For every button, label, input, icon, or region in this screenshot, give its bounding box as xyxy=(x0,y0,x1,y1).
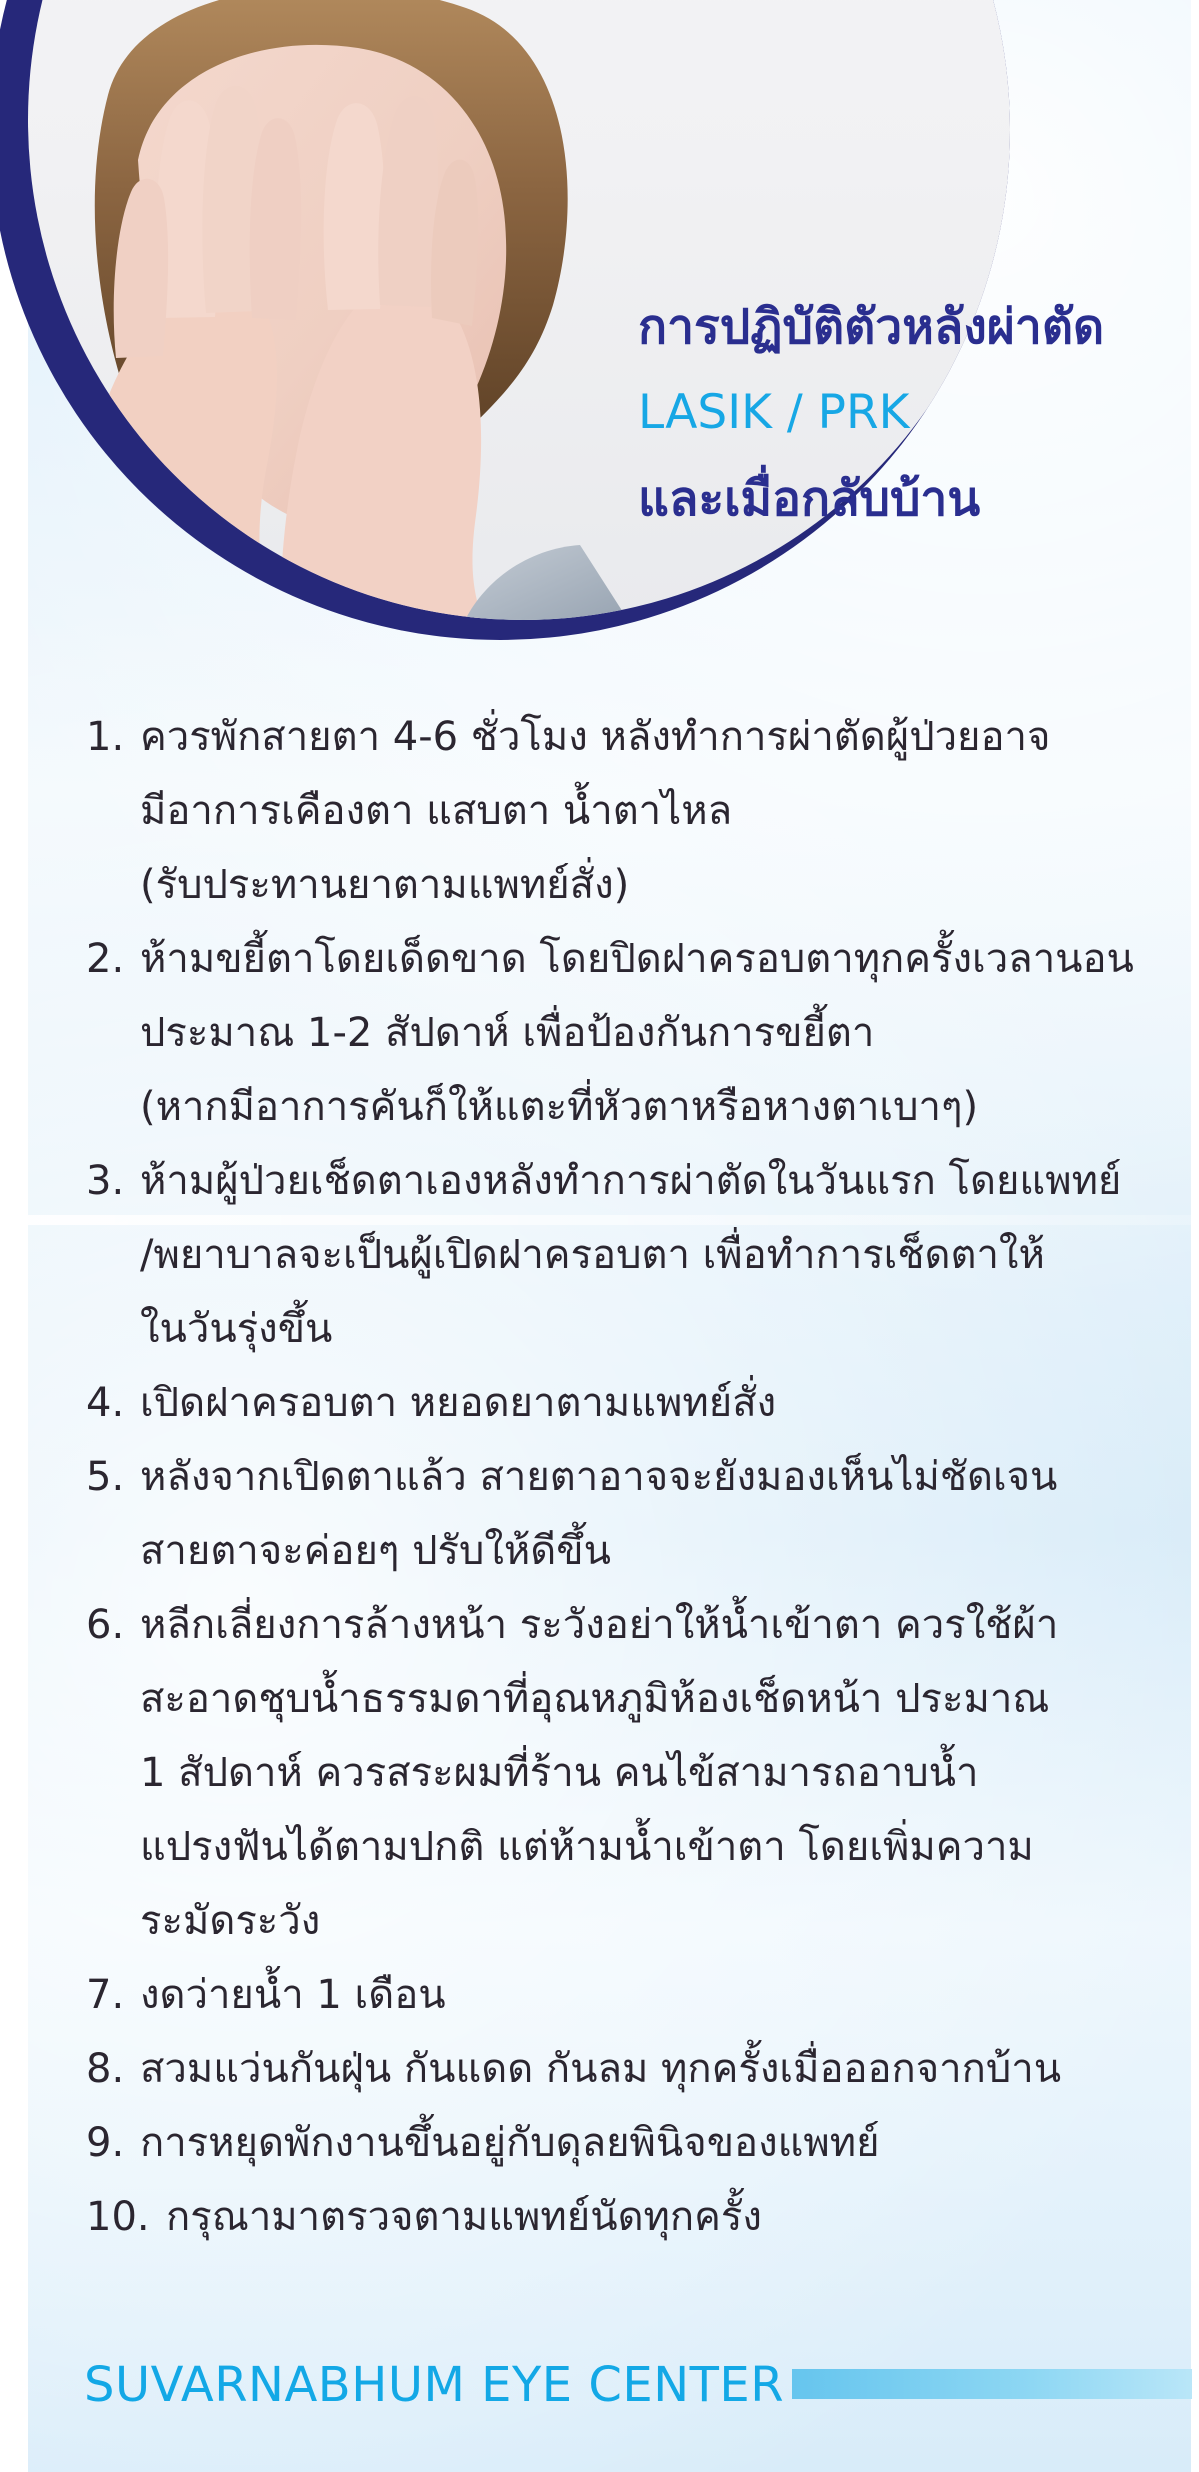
instruction-7-line-1: งดว่ายน้ำ 1 เดือน xyxy=(140,1972,446,2018)
instruction-1-line-1: ควรพักสายตา 4-6 ชั่วโมง หลังทำการผ่าตัดผู้ป่วยอาจ xyxy=(140,714,1051,760)
title-block xyxy=(638,299,1178,527)
instruction-2-line-2: ประมาณ 1-2 สัปดาห์ เพื่อป้องกันการขยี้ตา xyxy=(140,1010,875,1056)
instruction-item-8 xyxy=(86,2032,1172,2106)
title-line-home: และเมื่อกลับบ้าน xyxy=(638,471,981,527)
instruction-6-line-5: ระมัดระวัง xyxy=(140,1898,321,1944)
instruction-number-2: 2. xyxy=(86,936,125,982)
instruction-number-5: 5. xyxy=(86,1454,125,1500)
instruction-item-1 xyxy=(86,700,1172,922)
title-line-thai: การปฏิบัติตัวหลังผ่าตัด xyxy=(638,299,1105,355)
instruction-6-line-2: สะอาดชุบน้ำธรรมดาที่อุณหภูมิห้องเช็ดหน้า ประมาณ xyxy=(140,1676,1050,1722)
instruction-number-10: 10. xyxy=(86,2194,150,2240)
footer xyxy=(84,2357,1184,2427)
instruction-6-line-3: 1 สัปดาห์ ควรสระผมที่ร้าน คนไข้สามารถอาบน้ำ xyxy=(140,1750,979,1796)
instruction-number-1: 1. xyxy=(86,714,125,760)
instruction-number-3: 3. xyxy=(86,1158,125,1204)
right-sleeve xyxy=(465,545,628,620)
title-line-procedure: LASIK / PRK xyxy=(638,385,910,440)
instruction-number-8: 8. xyxy=(86,2046,125,2092)
instruction-item-2 xyxy=(86,922,1172,1144)
post-op-instruction-list xyxy=(86,700,1172,2254)
instruction-item-9 xyxy=(86,2106,1172,2180)
instruction-item-3 xyxy=(86,1144,1172,1366)
left-page-strip xyxy=(0,0,28,2472)
instruction-10-line-1: กรุณามาตรวจตามแพทย์นัดทุกครั้ง xyxy=(166,2194,762,2240)
instruction-number-4: 4. xyxy=(86,1380,125,1426)
instruction-9-line-1: การหยุดพักงานขึ้นอยู่กับดุลยพินิจของแพทย์ xyxy=(140,2120,880,2166)
instruction-item-5 xyxy=(86,1440,1172,1588)
instruction-number-7: 7. xyxy=(86,1972,125,2018)
instruction-number-9: 9. xyxy=(86,2120,125,2166)
instruction-1-line-2: มีอาการเคืองตา แสบตา น้ำตาไหล xyxy=(140,788,733,834)
instruction-5-line-1: หลังจากเปิดตาแล้ว สายตาอาจจะยังมองเห็นไม่ชัดเจน xyxy=(140,1454,1058,1500)
instruction-3-line-2: /พยาบาลจะเป็นผู้เปิดฝาครอบตา เพื่อทำการเช็ดตาให้ xyxy=(140,1232,1045,1278)
instruction-item-6 xyxy=(86,1588,1172,1958)
instruction-2-line-1: ห้ามขยี้ตาโดยเด็ดขาด โดยปิดฝาครอบตาทุกครั้งเวลานอน xyxy=(140,936,1134,982)
instruction-5-line-2: สายตาจะค่อยๆ ปรับให้ดีขึ้น xyxy=(140,1528,611,1574)
instruction-item-7 xyxy=(86,1958,1172,2032)
instruction-6-line-4: แปรงฟันได้ตามปกติ แต่ห้ามน้ำเข้าตา โดยเพิ่มความ xyxy=(140,1824,1034,1870)
right-page-strip xyxy=(1191,0,1199,2472)
instruction-item-4 xyxy=(86,1366,1172,1440)
instruction-3-line-1: ห้ามผู้ป่วยเช็ดตาเองหลังทำการผ่าตัดในวันแรก โดยแพทย์ xyxy=(140,1158,1122,1204)
eye-center-name: SUVARNABHUM EYE CENTER xyxy=(84,2357,785,2413)
instruction-3-line-3: ในวันรุ่งขึ้น xyxy=(140,1306,333,1352)
footer-accent-bar xyxy=(792,2369,1192,2399)
instruction-4-line-1: เปิดฝาครอบตา หยอดยาตามแพทย์สั่ง xyxy=(140,1380,777,1426)
instruction-2-line-3: (หากมีอาการคันก็ให้แตะที่หัวตาหรือหางตาเบาๆ) xyxy=(140,1084,979,1130)
instruction-number-6: 6. xyxy=(86,1602,125,1648)
instruction-6-line-1: หลีกเลี่ยงการล้างหน้า ระวังอย่าให้น้ำเข้าตา ควรใช้ผ้า xyxy=(140,1602,1059,1648)
instruction-8-line-1: สวมแว่นกันฝุ่น กันแดด กันลม ทุกครั้งเมื่อออกจากบ้าน xyxy=(140,2046,1062,2092)
instruction-1-line-3: (รับประทานยาตามแพทย์สั่ง) xyxy=(140,862,630,908)
instruction-item-10 xyxy=(86,2180,1172,2254)
